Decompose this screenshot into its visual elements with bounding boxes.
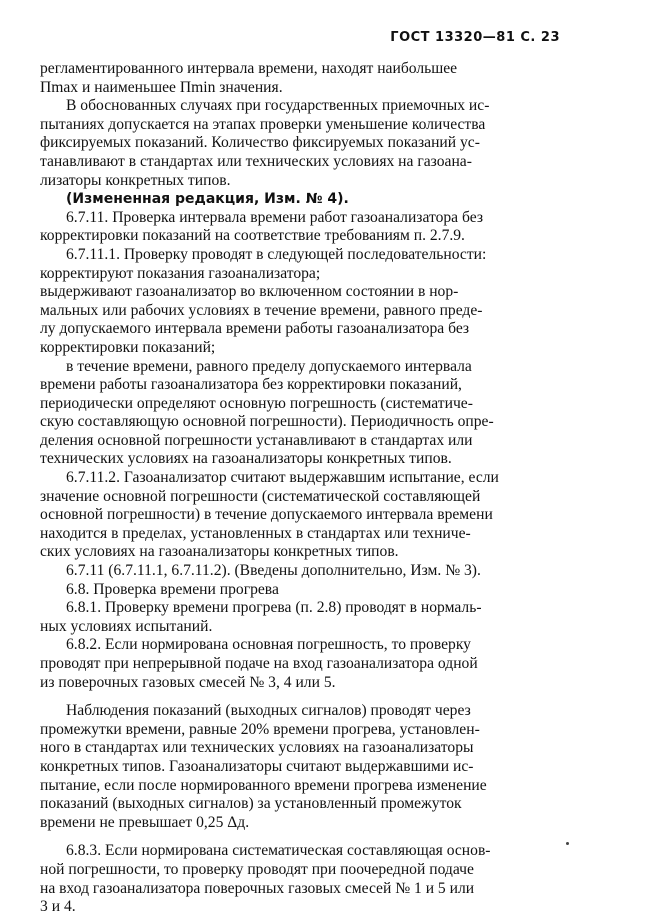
- text-line: 6.8.2. Если нормирована основная погрешность, то проверку: [66, 636, 471, 654]
- paragraph-gap: [40, 832, 560, 842]
- text-line: ной погрешности, то проверку проводят при поочередной подаче: [40, 860, 474, 878]
- text-line: времени работы газоанализатора без корректировки показаний,: [40, 376, 462, 394]
- text-line: промежутки времени, равные 20% времени прогрева, установлен-: [40, 720, 480, 738]
- text-line: Пmax и наименьшее Пmin значения.: [40, 78, 283, 96]
- document-body: [40, 60, 560, 917]
- text-line: из поверочных газовых смесей № 3, 4 или 5.: [40, 673, 336, 691]
- text-line: скую составляющую основной погрешности). Периодичность опре-: [40, 413, 494, 431]
- text-line: корректировки показаний;: [40, 338, 216, 356]
- text-line: мальных или рабочих условиях в течение времени, равного преде-: [40, 301, 483, 319]
- text-line: 3 и 4.: [40, 898, 76, 916]
- text-line: на вход газоанализатора поверочных газовых смесей № 1 и 5 или: [40, 879, 475, 897]
- text-line: лизаторы конкретных типов.: [40, 171, 231, 189]
- text-line: 6.7.11.1. Проверку проводят в следующей последовательности:: [66, 245, 487, 263]
- text-line: выдерживают газоанализатор во включенном состоянии в нор-: [40, 283, 459, 301]
- text-line: корректировки показаний на соответствие требованиям п. 2.7.9.: [40, 227, 465, 245]
- text-line: В обоснованных случаях при государственных приемочных ис-: [66, 97, 490, 115]
- text-line: показаний (выходных сигналов) за установленный промежуток: [40, 795, 462, 813]
- text-line: пытаниях допускается на этапах проверки уменьшение количества: [40, 115, 486, 133]
- text-line: ного в стандартах или технических условиях на газоанализаторы: [40, 739, 474, 757]
- text-line: основной погрешности) в течение допускаемого интервала времени: [40, 506, 493, 524]
- text-line: находится в пределах, установленных в стандартах или техниче-: [40, 524, 471, 542]
- text-line: ных условиях испытаний.: [40, 617, 213, 635]
- text-line: 6.8.1. Проверку времени прогрева (п. 2.8) проводят в нормаль-: [66, 599, 482, 617]
- text-line: периодически определяют основную погрешность (систематиче-: [40, 394, 473, 412]
- scan-artifact-dot: [566, 842, 569, 845]
- text-line: ских условиях на газоанализаторы конкретных типов.: [40, 543, 399, 561]
- text-line: пытание, если после нормированного времени прогрева изменение: [40, 776, 487, 794]
- text-line: времени не превышает 0,25 Δд.: [40, 813, 250, 831]
- text-line: 6.8. Проверка времени прогрева: [66, 580, 279, 598]
- text-line: 6.7.11. Проверка интервала времени работ газоанализатора без: [66, 208, 483, 226]
- text-line: фиксируемых показаний. Количество фиксируемых показаний ус-: [40, 134, 480, 152]
- text-line: значение основной погрешности (систематической составляющей: [40, 487, 481, 505]
- text-line: в течение времени, равного пределу допускаемого интервала: [66, 357, 472, 375]
- text-line: конкретных типов. Газоанализаторы считают выдержавшими ис-: [40, 757, 474, 775]
- text-line: технических условиях на газоанализаторы конкретных типов.: [40, 450, 452, 468]
- text-line: 6.7.11 (6.7.11.1, 6.7.11.2). (Введены дополнительно, Изм. № 3).: [66, 562, 481, 580]
- text-line: проводят при непрерывной подаче на вход газоанализатора одной: [40, 655, 478, 672]
- text-line: 6.8.3. Если нормирована систематическая составляющая основ-: [66, 842, 491, 860]
- text-line: 6.7.11.2. Газоанализатор считают выдержавшим испытание, если: [66, 469, 499, 487]
- paragraph-gap: [40, 692, 560, 702]
- text-line: лу допускаемого интервала времени работы газоанализатора без: [40, 320, 470, 338]
- text-line: деления основной погрешности устанавливают в стандартах или: [40, 431, 473, 449]
- page-header: ГОСТ 13320—81 С. 23: [390, 30, 560, 45]
- text-line: танавливают в стандартах или технических условиях на газоана-: [40, 152, 472, 170]
- text-line: корректируют показания газоанализатора;: [40, 264, 321, 282]
- text-line: Наблюдения показаний (выходных сигналов) проводят через: [66, 702, 471, 720]
- text-line: (Измененная редакция, Изм. № 4).: [66, 191, 349, 208]
- text-line: регламентированного интервала времени, находят наибольшее: [40, 60, 458, 77]
